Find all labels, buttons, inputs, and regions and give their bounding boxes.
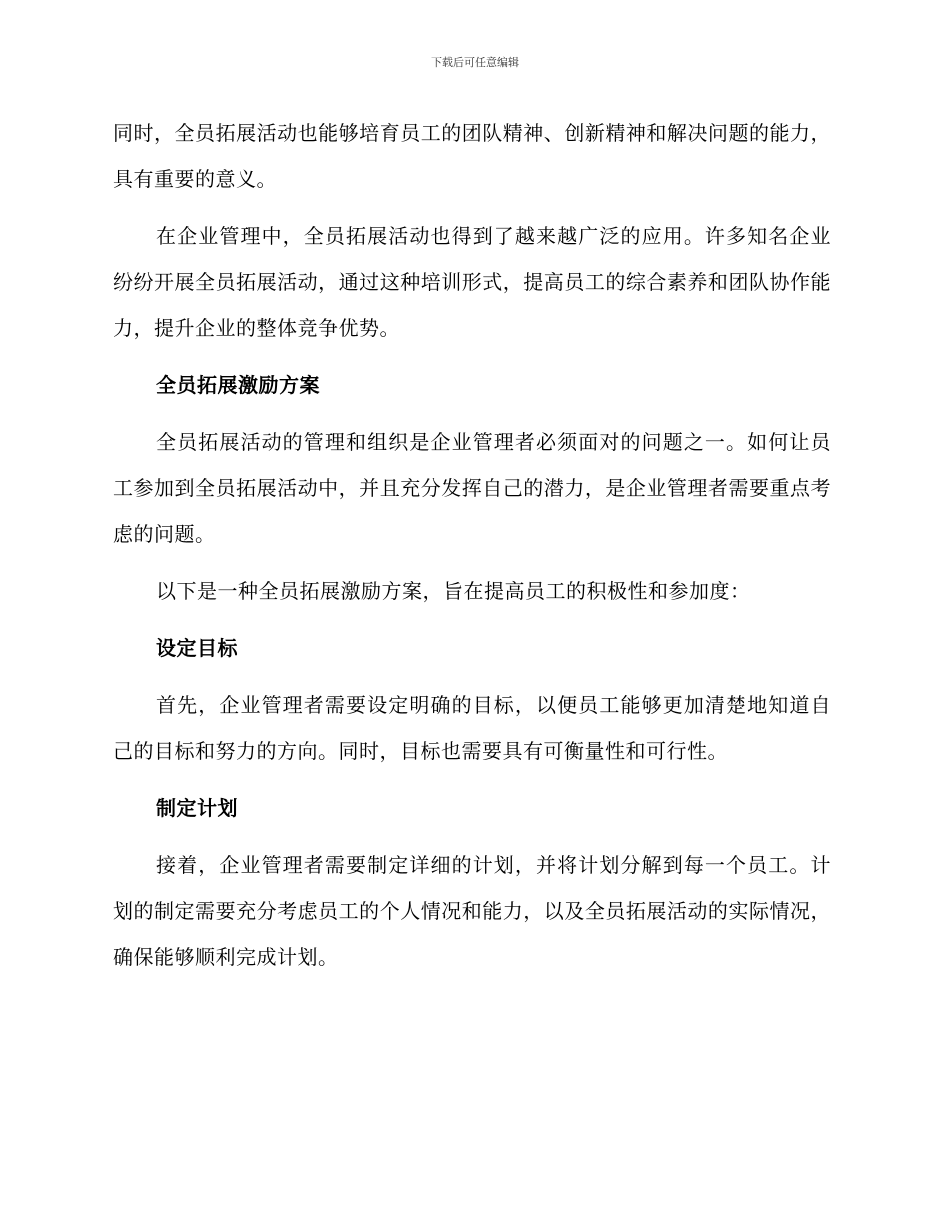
paragraph-1: 同时，全员拓展活动也能够培育员工的团队精神、创新精神和解决问题的能力，具有重要的意义。 <box>113 121 831 191</box>
paragraph-4: 以下是一种全员拓展激励方案，旨在提高员工的积极性和参加度： <box>156 579 751 603</box>
paragraph-3: 全员拓展活动的管理和组织是企业管理者必须面对的问题之一。如何让员工参加到全员拓展活动中，并且充分发挥自己的潜力，是企业管理者需要重点考虑的问题。 <box>113 430 831 546</box>
header-note: 下载后可任意编辑 <box>431 56 519 69</box>
paragraph-6: 接着，企业管理者需要制定详细的计划，并将计划分解到每一个员工。计划的制定需要充分考虑员工的个人情况和能力，以及全员拓展活动的实际情况，确保能够顺利完成计划。 <box>113 853 831 969</box>
paragraph-5: 首先，企业管理者需要设定明确的目标，以便员工能够更加清楚地知道自己的目标和努力的方向。同时，目标也需要具有可衡量性和可行性。 <box>113 693 831 763</box>
section-heading-set-goals: 设定目标 <box>156 636 238 660</box>
document-body <box>113 110 831 991</box>
section-heading-make-plan: 制定计划 <box>156 796 238 820</box>
section-heading-incentive-plan: 全员拓展激励方案 <box>156 373 320 397</box>
paragraph-2: 在企业管理中，全员拓展活动也得到了越来越广泛的应用。许多知名企业纷纷开展全员拓展活动，通过这种培训形式，提高员工的综合素养和团队协作能力，提升企业的整体竞争优势。 <box>113 224 831 340</box>
